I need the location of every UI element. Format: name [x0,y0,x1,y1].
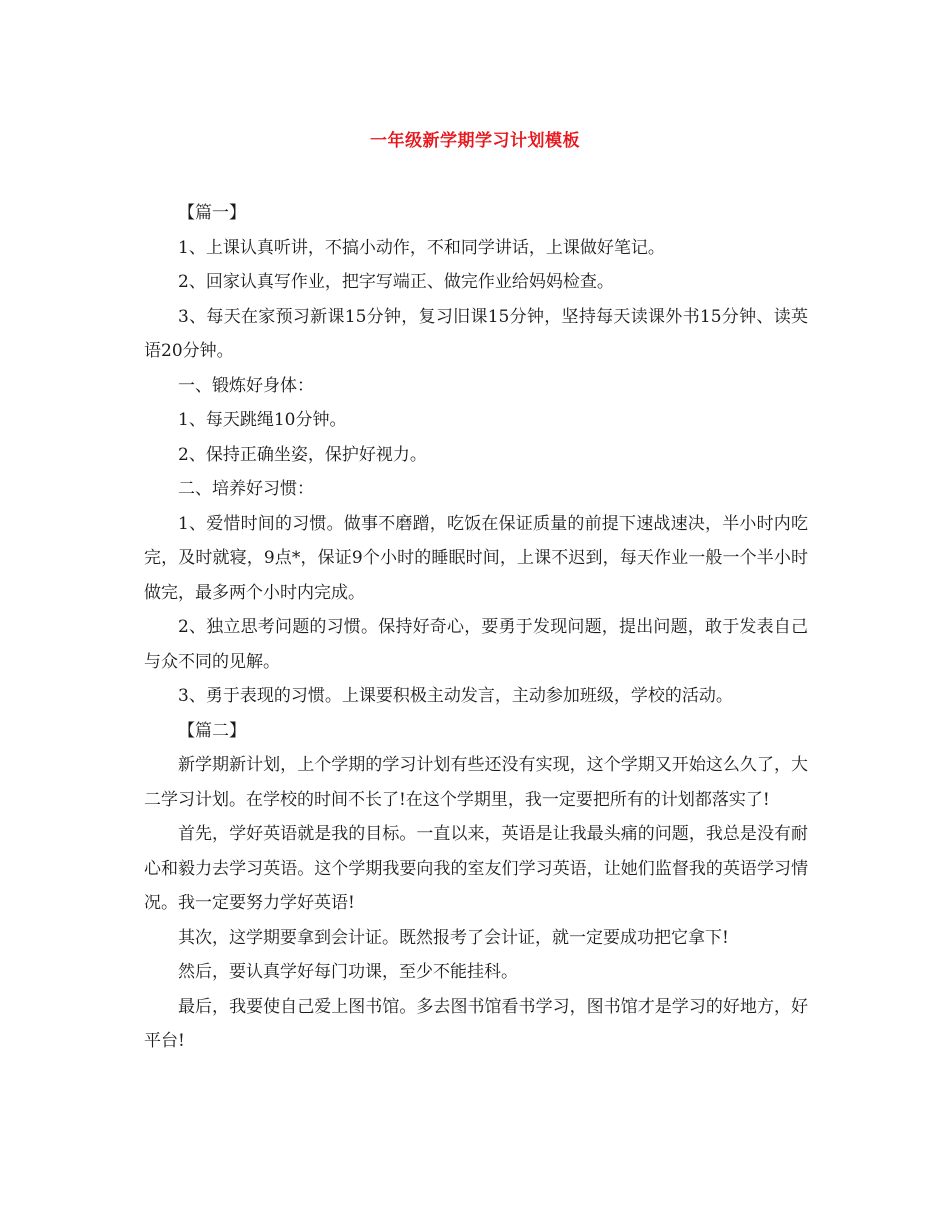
paragraph: 2、回家认真写作业，把字写端正、做完作业给妈妈检查。 [178,272,614,292]
paragraph: 然后，要认真学好每门功课，至少不能挂科。 [178,962,518,982]
paragraph: 1、上课认真听讲，不搞小动作，不和同学讲话，上课做好笔记。 [178,237,665,258]
section-heading-1: 【篇一】 [178,203,246,223]
paragraph: 2、独立思考问题的习惯。保持好奇心，要勇于发现问题，提出问题，敢于发表自己与众不同的见解。 [144,617,808,672]
paragraph: 2、保持正确坐姿，保护好视力。 [178,444,427,465]
document-title: 一年级新学期学习计划模板 [370,131,580,151]
paragraph: 最后，我要使自己爱上图书馆。多去图书馆看书学习，图书馆才是学习的好地方，好平台! [144,996,808,1051]
paragraph: 3、勇于表现的习惯。上课要积极主动发言，主动参加班级，学校的活动。 [178,686,733,706]
paragraph: 1、每天跳绳10分钟。 [178,410,347,430]
subheading: 一、锻炼好身体： [178,375,314,396]
paragraph: 其次，这学期要拿到会计证。既然报考了会计证，就一定要成功把它拿下! [178,927,729,948]
document-body [144,196,808,1059]
paragraph: 首先，学好英语就是我的目标。一直以来，英语是让我最头痛的问题，我总是没有耐心和毅力去学习英语。这个学期我要向我的室友们学习英语，让她们监督我的英语学习情况。我一定要努力学好英语! [144,824,808,913]
paragraph: 新学期新计划，上个学期的学习计划有些还没有实现，这个学期又开始这么久了，大二学习计划。在学校的时间不长了!在这个学期里，我一定要把所有的计划都落实了! [144,755,808,810]
section-heading-2: 【篇二】 [178,720,246,741]
subheading: 二、培养好习惯： [178,479,314,499]
paragraph: 3、每天在家预习新课15分钟，复习旧课15分钟，坚持每天读课外书15分钟、读英语20分钟。 [144,306,808,361]
paragraph: 1、爱惜时间的习惯。做事不磨蹭，吃饭在保证质量的前提下速战速决，半小时内吃完，及时就寝，9点*，保证9个小时的睡眠时间，上课不迟到，每天作业一般一个半小时做完，最多两个小时内完成。 [144,513,808,603]
